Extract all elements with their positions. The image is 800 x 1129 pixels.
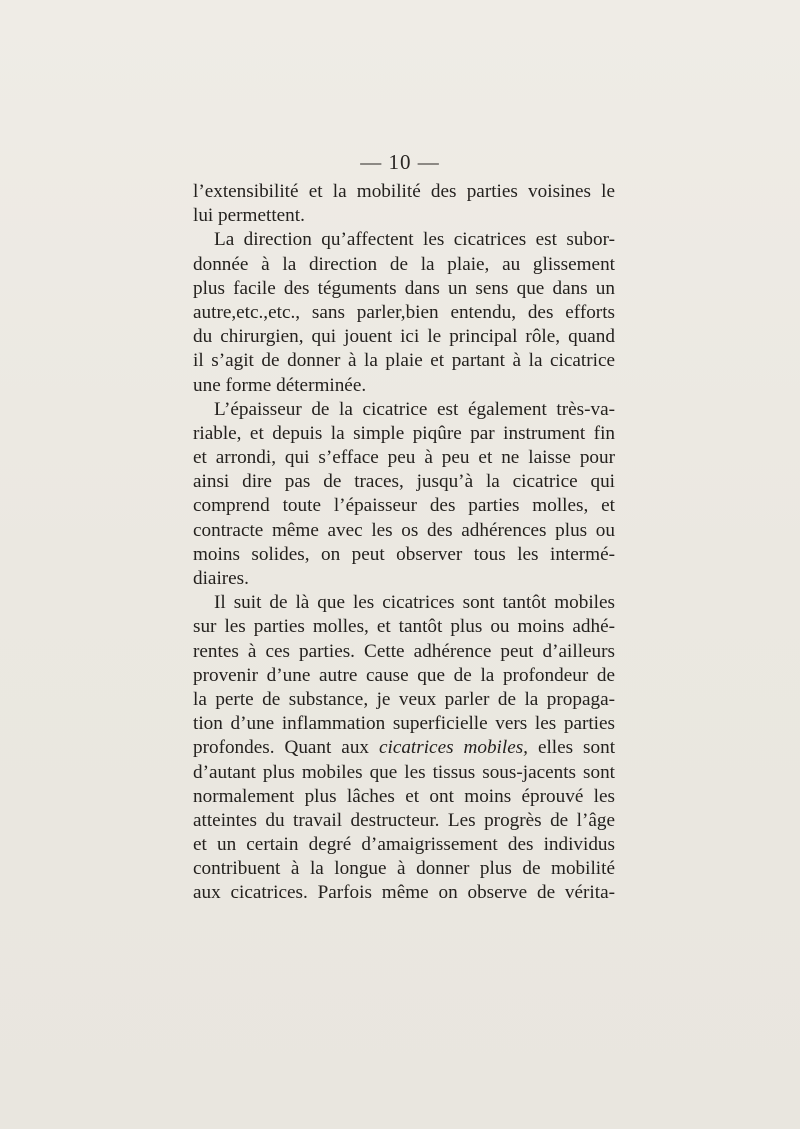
text-line: donnée à la direction de la plaie, au glissement	[193, 253, 615, 275]
text-fragment: profondes. Quant aux	[193, 737, 370, 759]
text-line: tion d’une inflammation superficielle vers les parties	[193, 713, 615, 735]
text-line: Il suit de là que les cicatrices sont tantôt mobiles	[214, 592, 615, 614]
text-line: diaires.	[193, 568, 249, 589]
text-fragment: elles sont	[537, 737, 616, 759]
text-line: ainsi dire pas de traces, jusqu’à la cicatrice qui	[193, 471, 615, 493]
text-line: sur les parties molles, et tantôt plus ou moins adhé-	[193, 616, 615, 638]
text-line: autre,etc.,etc., sans parler,bien entendu, des efforts	[193, 301, 615, 323]
text-line: une forme déterminée.	[193, 374, 367, 396]
body-text	[193, 180, 615, 906]
text-line: normalement plus lâches et ont moins éprouvé les	[193, 785, 615, 807]
text-line: la perte de substance, je veux parler de la propaga-	[193, 688, 615, 710]
text-line: riable, et depuis la simple piqûre par instrument fin	[193, 422, 615, 444]
text-line: L’épaisseur de la cicatrice est également très-va-	[214, 398, 615, 420]
text-line: La direction qu’affectent les cicatrices est subor-	[214, 229, 615, 251]
text-line: lui permettent.	[193, 205, 305, 227]
text-line: et arrondi, qui s’efface peu à peu et ne laisse pour	[193, 447, 615, 469]
text-line: et un certain degré d’amaigrissement des individus	[193, 834, 615, 856]
text-line: l’extensibilité et la mobilité des parties voisines le	[193, 181, 615, 202]
text-line: plus facile des téguments dans un sens que dans un	[193, 277, 615, 299]
text-line: du chirurgien, qui jouent ici le principal rôle, quand	[193, 326, 615, 348]
text-line: rentes à ces parties. Cette adhérence peut d’ailleurs	[193, 640, 615, 662]
text-line: contribuent à la longue à donner plus de mobilité	[193, 858, 615, 880]
text-line: atteintes du travail destructeur. Les progrès de l’âge	[193, 809, 615, 831]
text-line: provenir d’une autre cause que de la profondeur de	[193, 664, 615, 686]
italic-term: cicatrices mobiles,	[378, 737, 528, 759]
page-number: — 10 —	[360, 150, 440, 174]
text-line: d’autant plus mobiles que les tissus sous-jacents sont	[193, 761, 615, 783]
text-line	[193, 736, 615, 760]
text-line: comprend toute l’épaisseur des parties molles, et	[193, 495, 615, 517]
text-line: contracte même avec les os des adhérences plus ou	[193, 519, 615, 541]
text-line: aux cicatrices. Parfois même on observe de vérita-	[193, 882, 615, 904]
text-line: moins solides, on peut observer tous les intermé-	[193, 543, 615, 565]
text-line: il s’agit de donner à la plaie et partant à la cicatrice	[193, 350, 615, 372]
